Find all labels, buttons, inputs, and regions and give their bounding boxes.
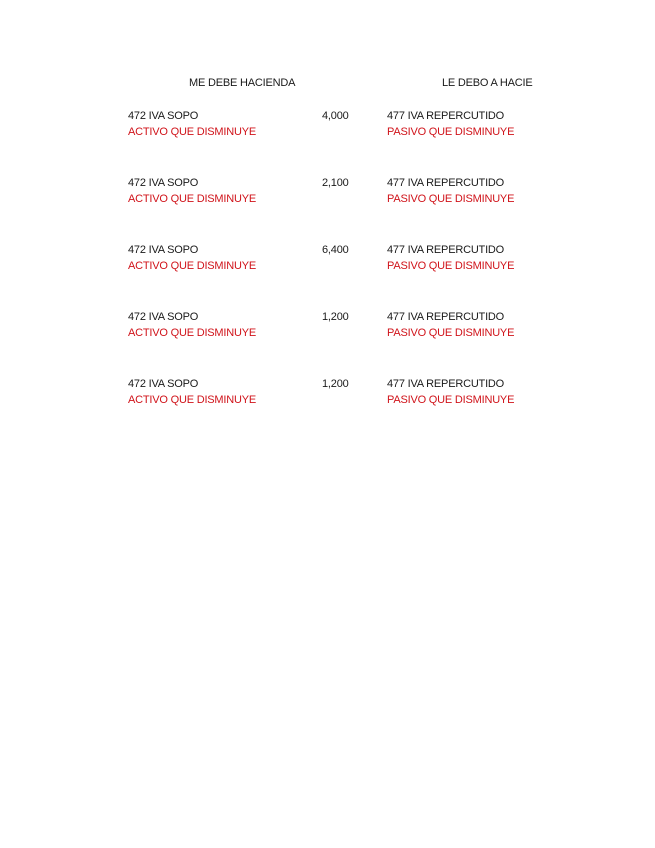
header-me-debe-hacienda: ME DEBE HACIENDA bbox=[189, 77, 296, 89]
note-left: ACTIVO QUE DISMINUYE bbox=[128, 327, 257, 339]
account-left: 472 IVA SOPO bbox=[128, 378, 199, 390]
entry-row bbox=[0, 244, 655, 278]
entry-row bbox=[0, 311, 655, 345]
note-left: ACTIVO QUE DISMINUYE bbox=[128, 260, 257, 272]
account-left: 472 IVA SOPO bbox=[128, 311, 199, 323]
entry-row bbox=[0, 378, 655, 412]
amount: 1,200 bbox=[322, 378, 349, 390]
entry-row bbox=[0, 110, 655, 144]
account-right: 477 IVA REPERCUTIDO bbox=[387, 378, 505, 390]
note-left: ACTIVO QUE DISMINUYE bbox=[128, 126, 257, 138]
account-right: 477 IVA REPERCUTIDO bbox=[387, 110, 505, 122]
header-le-debo-a-hacienda: LE DEBO A HACIE bbox=[442, 77, 533, 89]
amount: 4,000 bbox=[322, 110, 349, 122]
note-right: PASIVO QUE DISMINUYE bbox=[387, 394, 515, 406]
note-right: PASIVO QUE DISMINUYE bbox=[387, 260, 515, 272]
account-right: 477 IVA REPERCUTIDO bbox=[387, 311, 505, 323]
amount: 6,400 bbox=[322, 244, 349, 256]
note-left: ACTIVO QUE DISMINUYE bbox=[128, 193, 257, 205]
account-left: 472 IVA SOPO bbox=[128, 244, 199, 256]
amount: 1,200 bbox=[322, 311, 349, 323]
account-right: 477 IVA REPERCUTIDO bbox=[387, 244, 505, 256]
entry-row bbox=[0, 177, 655, 211]
note-left: ACTIVO QUE DISMINUYE bbox=[128, 394, 257, 406]
note-right: PASIVO QUE DISMINUYE bbox=[387, 193, 515, 205]
amount: 2,100 bbox=[322, 177, 349, 189]
account-right: 477 IVA REPERCUTIDO bbox=[387, 177, 505, 189]
account-left: 472 IVA SOPO bbox=[128, 110, 199, 122]
note-right: PASIVO QUE DISMINUYE bbox=[387, 126, 515, 138]
note-right: PASIVO QUE DISMINUYE bbox=[387, 327, 515, 339]
account-left: 472 IVA SOPO bbox=[128, 177, 199, 189]
